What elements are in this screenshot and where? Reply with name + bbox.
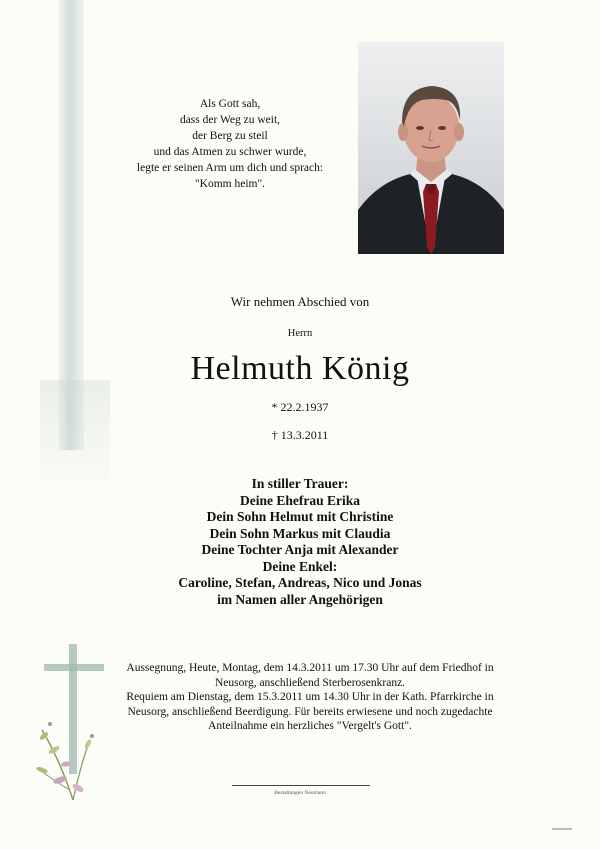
poem-line: und das Atmen zu schwer wurde, <box>153 146 307 158</box>
mourner-line: Dein Sohn Markus mit Claudia <box>209 525 391 541</box>
mourner-line: In stiller Trauer: <box>251 476 349 491</box>
poem-line: Als Gott sah, <box>199 98 261 110</box>
mourners-list <box>0 476 600 608</box>
mourner-line: Deine Enkel: <box>262 558 338 574</box>
service-line: Neusorg, anschließend Beerdigung. Für bereits erwiesene und noch zugedachte <box>127 705 493 718</box>
service-line: Requiem am Dienstag, dem 15.3.2011 um 14.30 Uhr in der Kath. Pfarrkirche in <box>126 691 494 703</box>
poem-line: "Komm heim". <box>194 178 266 190</box>
salutation: Herrn <box>287 328 313 339</box>
service-details <box>100 661 520 734</box>
mourner-line: Deine Tochter Anja mit Alexander <box>201 542 399 557</box>
death-date: † 13.3.2011 <box>271 428 329 442</box>
poem-line: dass der Weg zu weit, <box>179 114 281 126</box>
service-line: Aussegnung, Heute, Montag, dem 14.3.2011 um 17.30 Uhr auf dem Friedhof in <box>126 662 494 674</box>
corner-mark <box>552 826 572 834</box>
signature-line <box>232 785 370 786</box>
service-line: Anteilnahme ein herzliches "Vergelt's Gott". <box>208 720 412 732</box>
poem-line: der Berg zu steil <box>192 130 268 142</box>
mourner-line: im Namen aller Angehörigen <box>217 591 383 607</box>
birth-date: * 22.2.1937 <box>271 400 329 414</box>
deceased-name: Helmuth König <box>190 350 410 387</box>
farewell-intro: Wir nehmen Abschied von <box>230 294 370 309</box>
service-line: Neusorg, anschließend Sterberosenkranz. <box>214 676 406 689</box>
poem <box>115 96 345 192</box>
portrait-illustration <box>358 42 504 254</box>
mourner-line: Dein Sohn Helmut mit Christine <box>206 509 394 524</box>
mourner-line: Deine Ehefrau Erika <box>240 492 360 508</box>
mourner-line: Caroline, Stefan, Andreas, Nico und Jonas <box>178 575 422 590</box>
portrait-photo <box>358 42 504 254</box>
funeral-home-caption: Bestattungen Neumann <box>274 790 326 796</box>
poem-line: legte er seinen Arm um dich und sprach: <box>136 162 324 174</box>
